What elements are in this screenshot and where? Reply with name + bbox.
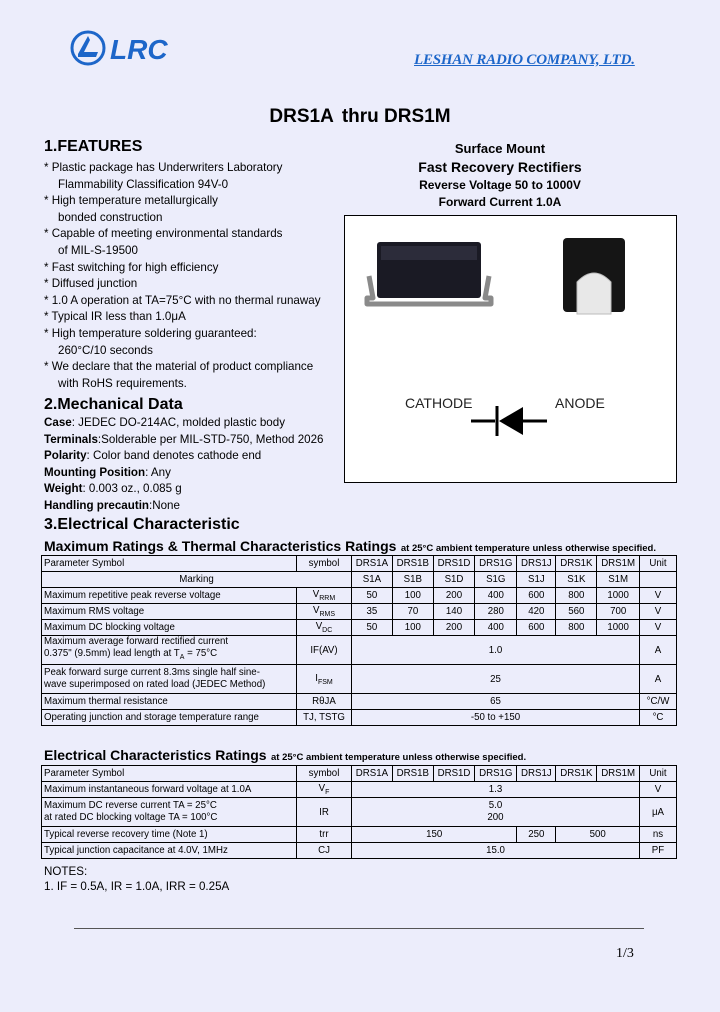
table-row [42, 604, 677, 620]
header-unit: Unit [640, 766, 677, 782]
value-cell: 100 [392, 620, 433, 636]
unit-cell: A [640, 636, 677, 665]
ec-ratings-heading: Electrical Characteristics Ratings [44, 747, 267, 763]
header-model: DRS1G [475, 556, 517, 572]
row-symbol: $V_{RMS}$ [297, 604, 352, 620]
header-model: DRS1M [597, 556, 640, 572]
mechanical-heading: 2.Mechanical Data [44, 396, 183, 413]
value-cell: 15.0 [352, 843, 640, 859]
row-symbol: $V_{RRM}$ [297, 588, 352, 604]
feature-item-cont: bonded construction [58, 210, 163, 224]
header-model: DRS1D [433, 766, 474, 782]
value-cell: 800 [556, 588, 597, 604]
unit-cell: V [640, 604, 677, 620]
header-model: DRS1K [556, 766, 597, 782]
feature-item: * 1.0 A operation at TA=75°C with no thermal runaway [44, 293, 321, 307]
table-header-row [42, 766, 677, 782]
title-part-b: thru DRS1M [341, 106, 451, 127]
features-heading: 1.FEATURES [44, 138, 143, 155]
unit-cell: V [640, 620, 677, 636]
marking-cell: S1K [556, 572, 597, 588]
unit-cell: °C [640, 710, 677, 726]
row-param: Maximum repetitive peak reverse voltage [42, 588, 297, 604]
case-value: : JEDEC DO-214AC, molded plastic body [71, 416, 286, 429]
row-param: Maximum thermal resistance [42, 694, 297, 710]
value-cell: 200 [433, 620, 474, 636]
marking-cell: S1A [352, 572, 393, 588]
header-model: DRS1G [475, 766, 517, 782]
package-diagram [344, 215, 677, 483]
row-symbol: IF(AV) [297, 636, 352, 665]
header-model: DRS1J [517, 766, 556, 782]
header-param: Parameter Symbol [42, 556, 297, 572]
table-row [42, 694, 677, 710]
mounting-value: : Any [145, 465, 171, 479]
footer-divider [74, 928, 644, 929]
summary-package: Surface Mount [454, 141, 546, 156]
max-ratings-table [41, 555, 677, 726]
marking-cell: S1B [392, 572, 433, 588]
mounting-label: Mounting Position [44, 465, 146, 479]
feature-item: * Diffused junction [44, 277, 138, 291]
notes-heading: NOTES: [44, 865, 88, 878]
marking-label: Marking [42, 572, 352, 588]
value-cell: 1.3 [352, 782, 640, 798]
feature-item: * We declare that the material of product compliance [44, 360, 314, 374]
terminals-value: :Solderable per MIL-STD-750, Method 2026 [97, 432, 324, 446]
header-model: DRS1M [597, 766, 640, 782]
handling-label: Handling precautin [44, 498, 149, 512]
summary-voltage: Reverse Voltage 50 to 1000V [419, 178, 581, 192]
ec-ratings-condition: at 25°C ambient temperature unless otherwise specified. [271, 752, 527, 763]
value-cell: 700 [597, 604, 640, 620]
value-cell: 1.0 [352, 636, 640, 665]
row-param: Maximum RMS voltage [42, 604, 297, 620]
company-name: LESHAN RADIO COMPANY, LTD. [414, 52, 635, 68]
header-model: DRS1A [352, 766, 393, 782]
row-symbol: CJ [297, 843, 352, 859]
polarity-value: : Color band denotes cathode end [86, 449, 262, 463]
header-unit: Unit [640, 556, 677, 572]
header-model: DRS1D [433, 556, 474, 572]
feature-item: * Typical IR less than 1.0μA [44, 310, 186, 324]
row-param: Operating junction and storage temperature range [42, 710, 297, 726]
cathode-label: CATHODE [405, 395, 473, 411]
value-cell: 400 [475, 620, 517, 636]
value-cell: 600 [517, 588, 556, 604]
feature-item-cont: with RoHS requirements. [58, 376, 187, 390]
unit-cell: ns [640, 827, 677, 843]
row-param: Maximum DC reverse current TA = 25°C at rated DC blocking voltage TA = 100°C [42, 798, 297, 827]
unit-cell: μA [640, 798, 677, 827]
row-symbol: RθJA [297, 694, 352, 710]
diode-symbol-icon [471, 406, 547, 436]
row-param: Typical reverse recovery time (Note 1) [42, 827, 297, 843]
value-cell: 500 [556, 827, 640, 843]
company-logo [70, 28, 200, 68]
unit-cell: PF [640, 843, 677, 859]
weight-label: Weight [44, 482, 83, 496]
value-cell: 1000 [597, 620, 640, 636]
case-label: Case [44, 416, 72, 429]
value-cell: 560 [556, 604, 597, 620]
value-cell: 70 [392, 604, 433, 620]
anode-label: ANODE [555, 395, 605, 411]
logo-text: LRC [110, 34, 168, 65]
row-symbol: $V_F$ [297, 782, 352, 798]
row-param: Maximum instantaneous forward voltage at 1.0A [42, 782, 297, 798]
header-model: DRS1B [392, 556, 433, 572]
electrical-heading: 3.Electrical Characteristic [44, 516, 240, 533]
table-row [42, 782, 677, 798]
header-model: DRS1J [517, 556, 556, 572]
header-symbol: symbol [297, 766, 352, 782]
header-model: DRS1K [556, 556, 597, 572]
table-row [42, 843, 677, 859]
polarity-label: Polarity [44, 449, 87, 463]
table-row [42, 636, 677, 665]
marking-cell: S1M [597, 572, 640, 588]
header-model: DRS1A [352, 556, 393, 572]
value-cell: 150 [352, 827, 517, 843]
header-symbol: symbol [297, 556, 352, 572]
page-title [0, 106, 720, 128]
header-param: Parameter Symbol [42, 766, 297, 782]
header-model: DRS1B [392, 766, 433, 782]
value-cell: 800 [556, 620, 597, 636]
max-ratings-title [44, 538, 656, 556]
value-cell: 50 [352, 588, 393, 604]
title-part-a: DRS1A [269, 106, 334, 127]
ec-ratings-table [41, 765, 677, 859]
marking-cell: S1G [475, 572, 517, 588]
package-side-image [563, 238, 625, 314]
unit-cell: °C/W [640, 694, 677, 710]
feature-item: * Plastic package has Underwriters Laboratory [44, 161, 283, 174]
row-param: Maximum DC blocking voltage [42, 620, 297, 636]
table-row [42, 710, 677, 726]
value-cell: 280 [475, 604, 517, 620]
value-cell: 50 [352, 620, 393, 636]
table-row [42, 827, 677, 843]
unit-cell: V [640, 782, 677, 798]
feature-item: * Capable of meeting environmental standards [44, 227, 283, 241]
row-symbol: $V_{DC}$ [297, 620, 352, 636]
value-cell: -50 to +150 [352, 710, 640, 726]
package-front-image [367, 242, 491, 304]
ec-ratings-title [44, 747, 526, 765]
weight-value: : 0.003 oz., 0.085 g [82, 482, 182, 496]
value-cell: 400 [475, 588, 517, 604]
handling-value: :None [149, 498, 180, 512]
mechanical-list [44, 415, 323, 515]
features-list [44, 160, 321, 392]
value-cell: 100 [392, 588, 433, 604]
summary-type: Fast Recovery Rectifiers [418, 159, 582, 175]
value-cell: 5.0 200 [352, 798, 640, 827]
table-row [42, 620, 677, 636]
value-cell: 600 [517, 620, 556, 636]
value-cell: 25 [352, 665, 640, 694]
feature-item: * Fast switching for high efficiency [44, 260, 219, 274]
value-cell: 420 [517, 604, 556, 620]
page-number: 1/3 [616, 946, 634, 961]
value-cell: 250 [517, 827, 556, 843]
max-ratings-heading: Maximum Ratings & Thermal Characteristics Ratings [44, 538, 397, 554]
value-cell: 140 [433, 604, 474, 620]
value-cell: 200 [433, 588, 474, 604]
marking-cell: S1D [433, 572, 474, 588]
note-1: 1. IF = 0.5A, IR = 1.0A, IRR = 0.25A [44, 880, 230, 893]
unit-cell: A [640, 665, 677, 694]
row-symbol: IR [297, 798, 352, 827]
empty-cell [640, 572, 677, 588]
feature-item-cont: of MIL-S-19500 [58, 243, 138, 257]
marking-cell: S1J [517, 572, 556, 588]
row-symbol: $I_{FSM}$ [297, 665, 352, 694]
table-row [42, 798, 677, 827]
terminals-label: Terminals [44, 432, 98, 446]
notes [44, 864, 229, 894]
unit-cell: V [640, 588, 677, 604]
feature-item-cont: Flammability Classification 94V-0 [58, 177, 229, 191]
row-param: Typical junction capacitance at 4.0V, 1MHz [42, 843, 297, 859]
row-param: Maximum average forward rectified current 0.375" (9.5mm) lead length at $T_A = 75^\circ C$ [42, 636, 297, 665]
feature-item: * High temperature metallurgically [44, 194, 218, 208]
table-row [42, 572, 677, 588]
feature-item: * High temperature soldering guaranteed: [44, 326, 257, 340]
table-row [42, 588, 677, 604]
table-row [42, 665, 677, 694]
value-cell: 35 [352, 604, 393, 620]
product-summary [380, 140, 620, 211]
row-param: Peak forward surge current 8.3ms single half sine- wave superimposed on rated load (JEDEC Method) [42, 665, 297, 694]
value-cell: 1000 [597, 588, 640, 604]
row-symbol: TJ, TSTG [297, 710, 352, 726]
table-header-row [42, 556, 677, 572]
max-ratings-condition: at 25°C ambient temperature unless otherwise specified. [400, 543, 656, 554]
feature-item-cont: 260°C/10 seconds [58, 343, 153, 357]
value-cell: 65 [352, 694, 640, 710]
summary-current: Forward Current 1.0A [438, 195, 562, 209]
row-symbol: trr [297, 827, 352, 843]
